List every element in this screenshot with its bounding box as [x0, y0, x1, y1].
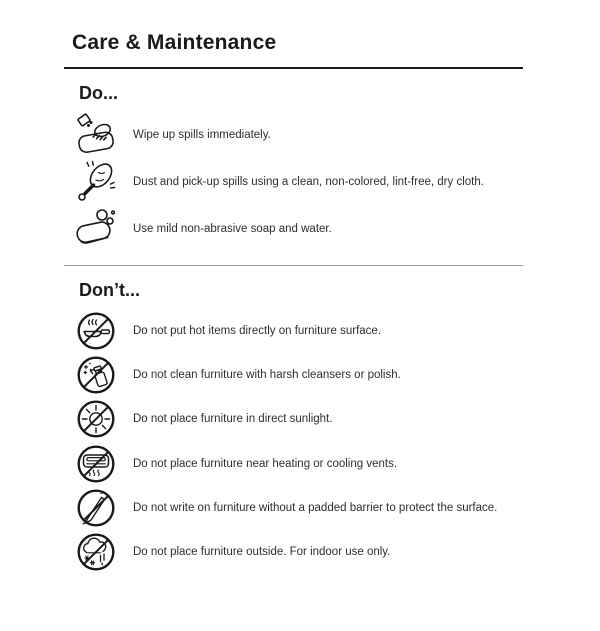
- dont-section: [0, 309, 600, 574]
- duster-icon: [73, 159, 119, 205]
- title-divider: [64, 67, 523, 69]
- no-harsh-cleanser-icon: [76, 355, 116, 395]
- care-item-row: [76, 442, 600, 486]
- page-title: Care & Maintenance: [72, 31, 277, 54]
- care-item-text: Do not place furniture outside. For indoor use only.: [133, 546, 391, 559]
- care-item-row: [73, 111, 600, 158]
- care-item-row: [76, 530, 600, 574]
- soap-icon: [73, 206, 119, 252]
- care-item-text: Use mild non-abrasive soap and water.: [133, 222, 332, 235]
- care-item-text: Do not write on furniture without a padded barrier to protect the surface.: [133, 501, 498, 514]
- care-item-row: [76, 309, 600, 353]
- care-item-row: [73, 158, 600, 205]
- no-writing-icon: [76, 488, 116, 528]
- care-item-text: Do not place furniture near heating or cooling vents.: [133, 457, 398, 470]
- dont-section-heading: Don’t...: [79, 280, 140, 300]
- care-item-row: [73, 205, 600, 252]
- wipe-icon: [73, 112, 119, 158]
- care-item-text: Dust and pick-up spills using a clean, non-colored, lint-free, dry cloth.: [133, 175, 484, 188]
- care-item-text: Wipe up spills immediately.: [133, 128, 271, 141]
- care-item-row: [76, 397, 600, 441]
- no-vents-icon: [76, 444, 116, 484]
- no-outdoor-icon: [76, 532, 116, 572]
- no-hot-items-icon: [76, 311, 116, 351]
- care-item-text: Do not clean furniture with harsh cleansers or polish.: [133, 369, 401, 382]
- no-sunlight-icon: [76, 399, 116, 439]
- section-divider: [64, 265, 523, 266]
- care-item-text: Do not put hot items directly on furniture surface.: [133, 325, 382, 338]
- do-section-heading: Do...: [79, 83, 118, 103]
- care-item-row: [76, 353, 600, 397]
- care-item-row: [76, 486, 600, 530]
- care-item-text: Do not place furniture in direct sunlight.: [133, 413, 333, 426]
- do-section: [0, 111, 600, 252]
